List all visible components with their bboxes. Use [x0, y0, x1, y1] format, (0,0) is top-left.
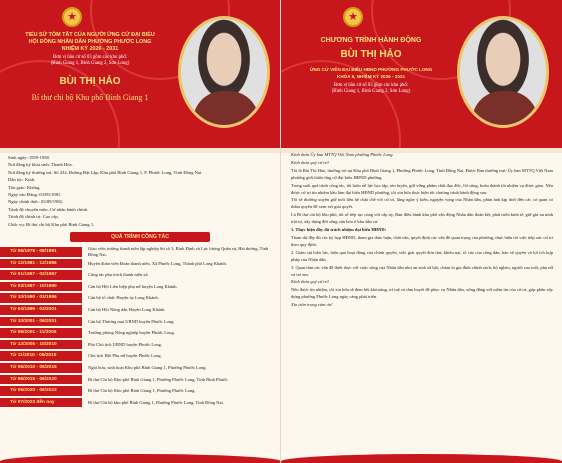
- decorative-swirl: [0, 60, 120, 148]
- electoral-unit-label: Đơn vị bầu cử số 03 gồm các khu phố:: [333, 83, 409, 88]
- timeline-row: [0, 362, 281, 374]
- biography-header: [0, 0, 281, 148]
- candidate-name: BÙI THỊ HẢO: [59, 76, 121, 87]
- national-emblem-icon: [62, 7, 82, 27]
- timeline-date: Từ 03/1987 - 10/1990: [0, 282, 82, 292]
- timeline-date: Từ 11/2010 - 05/2010: [0, 351, 82, 361]
- info-line: Dân tộc: Kinh.: [8, 177, 36, 183]
- letter-paragraph: Tôi là Bùi Thị Hảo, thường trú tại Khu phố Bình Giang 1, Phường Phước Long, Tỉnh Đồng Nai. Được Ban thường trực Ủy ban MTTQ Việt Nam phường giới thiệu ứng cử đại biểu HĐND phường.: [291, 167, 553, 180]
- timeline-date: Từ 06/2020 - 06/2023: [0, 386, 82, 396]
- letter-paragraph: Nếu được tín nhiệm, tôi xin hứa sẽ đem hết khả năng, trí tuệ và tâm huyết để phục vụ Nhân dân, xứng đáng với niềm tin của cử tri, góp phần xây dựng phường Phước Long ngày càng phát triển.: [291, 287, 553, 300]
- work-history-title: QUÁ TRÌNH CÔNG TÁC: [70, 232, 210, 242]
- letter-paragraph: Kính thưa quý cử tri!: [291, 159, 330, 165]
- timeline-row: [0, 292, 281, 304]
- decorative-footer: [281, 454, 562, 463]
- timeline-date: Từ 12/2005 - 10/2010: [0, 340, 82, 350]
- info-line: Nơi đăng ký thường trú: Số 234, Đường Đặt Lập, Khu phố Bình Giang 1, P. Phước Long, Tỉnh Đồng Nai.: [8, 169, 203, 175]
- timeline-row: [0, 397, 281, 409]
- timeline-date: Từ 10/1990 - 03/1996: [0, 293, 82, 303]
- letter-paragraph: 1. Thực hiện đầy đủ trách nhiệm đại biểu HĐND:: [291, 227, 387, 233]
- timeline-row: [0, 281, 281, 293]
- timeline-date: Từ 12/1981 - 12/1986: [0, 259, 82, 269]
- timeline-row: [0, 374, 281, 386]
- letter-paragraph: Tham dự đầy đủ các kỳ họp HĐND, tham gia thảo luận, chất vấn, quyết định các vấn đề quan trọng của phường; thực hiện tốt việc tiếp xúc cử tri theo quy định.: [291, 234, 553, 247]
- timeline-description: Bí thư Chi bộ Khu phố Bình Giang 1, Phường Phước Long, Tỉnh Bình Phước.: [88, 376, 229, 382]
- letter-paragraph: Kính thưa quý cử tri!: [291, 279, 330, 285]
- biography-title-line-2: HỘI ĐỒNG NHÂN DÂN PHƯỜNG PHƯỚC LONG: [28, 39, 152, 45]
- action-program-page: [281, 0, 562, 463]
- biography-title-line-1: TIỂU SỬ TÓM TẮT CỦA NGƯỜI ỨNG CỬ ĐẠI BIỂU: [25, 32, 155, 38]
- timeline-description: Nghỉ hưu, sinh hoạt Khu phố Bình Giang 1, Phường Phước Long.: [88, 364, 207, 370]
- timeline-description: Bí thư Chi bộ khu phố Bình Giang 1, Phường Phước Long, Tỉnh Đồng Nai.: [88, 399, 224, 405]
- candidate-portrait: [457, 16, 549, 128]
- info-line: Ngày vào Đảng: 03/09/1981.: [8, 192, 62, 198]
- timeline-row: [0, 269, 281, 281]
- timeline-description: Bí thư Chi bộ Khu phố Bình Giang 1, Phường Phước Long.: [88, 388, 196, 394]
- electoral-unit-label: Đơn vị bầu cử số 03 gồm các khu phố:: [52, 55, 128, 60]
- timeline-date: Từ 06/2001 - 11/2005: [0, 328, 82, 338]
- timeline-date: Từ 01/1987 - 02/1987: [0, 270, 82, 280]
- decorative-footer: [0, 454, 281, 463]
- national-emblem-icon: [343, 7, 363, 27]
- timeline-row: [0, 258, 281, 270]
- timeline-description: Trưởng phòng Nông nghiệp huyện Phước Long.: [88, 330, 175, 336]
- timeline-date: Từ 04/1996 - 03/2001: [0, 305, 82, 315]
- timeline-row: [0, 350, 281, 362]
- candidate-name: BÙI THỊ HẢO: [340, 49, 402, 60]
- timeline-description: Giáo viên trường thanh niên lập nghiệp Sư số 3, Bình Định và Lực lượng Quân sự, Hải dương, Tỉnh Đồng Nai.: [88, 246, 269, 257]
- letter-paragraph: Kính thưa Ủy ban MTTQ Việt Nam phường Phước Long.: [291, 152, 394, 157]
- timeline-date: Từ 07/2023 đến nay: [0, 398, 82, 408]
- timeline-row: [0, 339, 281, 351]
- info-line: Trình độ chính trị: Cao cấp.: [8, 214, 59, 220]
- timeline-description: Phó Chủ tịch UBND huyện Phước Long.: [88, 341, 162, 347]
- timeline-description: Huyện đoàn viên Đoàn thanh niên, Xã Phước Long, Thành phố Long Khánh.: [88, 260, 227, 266]
- candidate-portrait: [178, 16, 270, 128]
- timeline-description: Công tác phụ trách thanh niên xã.: [88, 272, 149, 278]
- timeline-description: Chủ tịch Hội Phụ nữ huyện Phước Long.: [88, 353, 162, 359]
- info-line: Sinh ngày: 1959-1958.: [8, 155, 50, 160]
- work-history-timeline: [0, 246, 281, 408]
- letter-paragraph: 2. Giám sát hiệu lực, hiệu quả hoạt động của chính quyền, việc giải quyết đơn thư, khiếu nại, tố cáo của công dân, bảo vệ quyền và lợi ích hợp pháp của Nhân dân.: [291, 249, 553, 262]
- letter-paragraph: Tôi sẽ thường xuyên giữ mối liên hệ chặt chẽ với cử tri, lắng nghe ý kiến, nguyện vọng của Nhân dân, phản ánh kịp thời đến các cơ quan có thẩm quyền để xem xét giải quyết.: [291, 197, 553, 210]
- decorative-band: [0, 148, 281, 153]
- biography-title-line-3: NHIỆM KỲ 2026 - 2031: [61, 46, 119, 52]
- timeline-row: [0, 304, 281, 316]
- personal-info-list: [8, 154, 273, 228]
- term-line: KHÓA II, NHIỆM KỲ 2026 - 2031: [337, 74, 405, 79]
- timeline-row: [0, 327, 281, 339]
- timeline-row: [0, 385, 281, 397]
- timeline-row: [0, 316, 281, 328]
- timeline-description: Cán bộ tổ chức Huyện ủy Long Khánh.: [88, 295, 159, 301]
- info-line: Tôn giáo: Không.: [8, 184, 41, 190]
- electoral-unit-detail: (Bình Giang 1, Bình Giang 2, Sơn Long): [331, 89, 411, 94]
- letter-paragraph: Là Bí thư chi bộ khu phố, tôi sẽ tiếp tục cùng với cấp ủy, Ban điều hành khu phố vận động Nhân dân đoàn kết, phát triển kinh tế, giữ gìn an ninh trật tự, xây dựng đời sống văn hóa ở khu dân cư.: [291, 212, 553, 225]
- info-line: Nơi đăng ký khai sinh: Thanh Hóa.: [8, 162, 73, 168]
- action-program-header: [281, 0, 562, 148]
- letter-paragraph: Trong suốt quá trình công tác, tôi luôn nỗ lực học tập, rèn luyện, giữ vững phẩm chất đạo đức, lối sống, hoàn thành tốt nhiệm vụ được giao. Nếu được cử tri tín nhiệm bầu làm đại biểu HĐND phường, tôi xin hứa thực hiện tốt chương trình hành động sau:: [291, 182, 553, 195]
- action-program-letter: [291, 152, 553, 310]
- info-line: Trình độ chuyên môn: Cử nhân hành chính.: [8, 206, 89, 212]
- candidate-position: Bí thư chi bộ Khu phố Bình Giang 1: [31, 93, 149, 102]
- letter-paragraph: Xin trân trọng cảm ơn!: [291, 302, 333, 308]
- timeline-description: Cán bộ Thương mại UBND huyện Phước Long.: [88, 318, 175, 324]
- timeline-description: Cán bộ Hội Nông dân Huyện Long Khánh.: [88, 306, 166, 312]
- timeline-row: [0, 246, 281, 258]
- info-line: Ngày chính thức: 03/09/1982.: [8, 199, 64, 205]
- info-line: Chức vụ: Bí thư chi bộ Khu phố Bình Giang 1.: [8, 221, 95, 227]
- timeline-date: Từ 10/2001 - 06/2001: [0, 317, 82, 327]
- action-program-title: CHƯƠNG TRÌNH HÀNH ĐỘNG: [320, 37, 422, 44]
- candidate-line: ỨNG CỬ VIÊN ĐẠI BIỂU HĐND PHƯỜNG PHƯỚC LONG: [309, 67, 433, 72]
- timeline-date: Từ 06/2010 - 05/2015: [0, 363, 82, 373]
- timeline-date: Từ 06/2015 - 06/2020: [0, 375, 82, 385]
- electoral-unit-detail: (Bình Giang 1, Bình Giang 2, Sơn Long): [50, 61, 130, 66]
- timeline-description: Cán bộ Hội Liên hiệp phụ nữ huyện Long Khánh.: [88, 283, 178, 289]
- letter-paragraph: 3. Quan tâm các vấn đề thiết thực với cuộc sống của Nhân dân như an sinh xã hội, chăm lo gia đình chính sách, hộ nghèo, người cao tuổi, phụ nữ và trẻ em.: [291, 264, 553, 277]
- timeline-date: Từ 05/1978 - 08/1981: [0, 247, 82, 257]
